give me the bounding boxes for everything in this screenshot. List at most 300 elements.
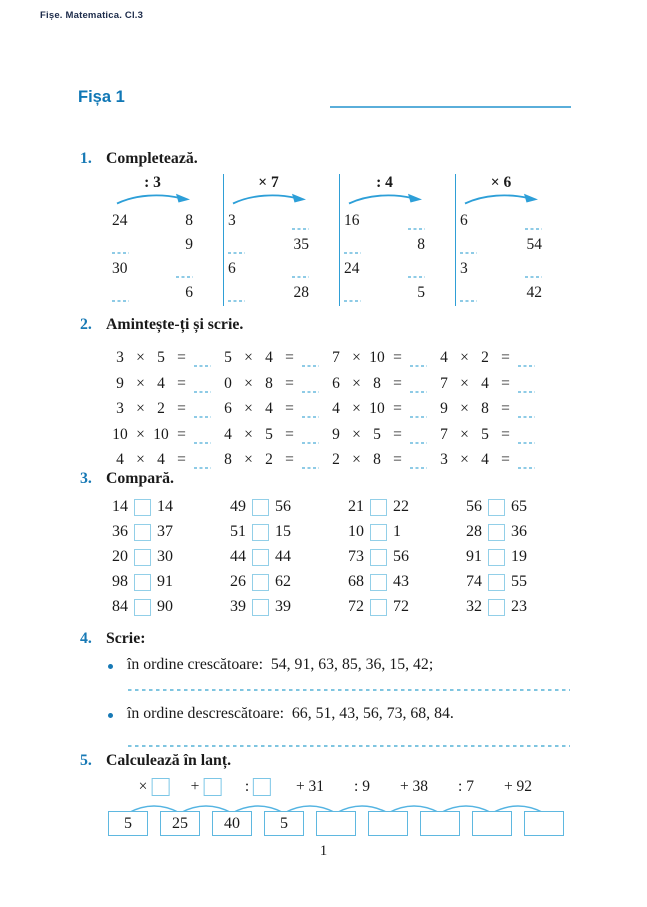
answer-blank <box>302 431 319 444</box>
factor: 3 <box>116 349 124 367</box>
compare-value: 84 <box>112 597 128 615</box>
answer-blank <box>302 456 319 469</box>
operator-box <box>253 778 271 796</box>
operator-step <box>354 778 370 796</box>
chain-box <box>524 811 564 836</box>
compare-box <box>252 574 269 591</box>
compare-value: 51 <box>230 522 246 540</box>
compare-value: 72 <box>393 597 409 615</box>
compare-value: 91 <box>466 547 482 565</box>
answer-blank <box>518 354 535 367</box>
compare-value: 23 <box>511 597 527 615</box>
compare-value: 39 <box>275 597 291 615</box>
compare-value: 21 <box>348 497 364 515</box>
factor: 4 <box>265 349 273 367</box>
compare-value: 20 <box>112 547 128 565</box>
factor: 10 <box>112 425 128 443</box>
compare-value: 98 <box>112 572 128 590</box>
operator-step <box>400 778 428 796</box>
compare-value: 19 <box>511 547 527 565</box>
answer-blank <box>410 380 427 393</box>
answer-blank <box>194 380 211 393</box>
chain-box <box>264 811 304 836</box>
exercise-heading <box>80 470 590 488</box>
answer-blank <box>518 405 535 418</box>
compare-box <box>134 499 151 516</box>
factor: 7 <box>332 349 340 367</box>
compare-value: 36 <box>112 522 128 540</box>
comparison-item <box>226 594 294 619</box>
table-row <box>112 278 193 302</box>
answer-blank <box>460 289 477 302</box>
equals-sign: = <box>501 450 510 468</box>
multiplication-problem <box>326 367 434 392</box>
ex1-column <box>108 174 224 306</box>
page-title: Fișa 1 <box>78 88 125 106</box>
exercise-number: 5. <box>80 752 92 769</box>
factor: 5 <box>373 425 381 443</box>
chain-value: 40 <box>224 814 240 832</box>
comparison-item <box>226 494 294 519</box>
answer-blank <box>112 289 129 302</box>
times-sign: × <box>352 349 361 367</box>
times-sign: × <box>460 400 469 418</box>
compare-value: 90 <box>157 597 173 615</box>
times-sign: × <box>136 374 145 392</box>
cell-value: 8 <box>185 212 193 229</box>
answer-blank <box>410 405 427 418</box>
factor: 5 <box>157 349 165 367</box>
exercise-number: 4. <box>80 630 92 647</box>
cell-value: 8 <box>417 236 425 253</box>
dashed-answer-line <box>128 689 570 691</box>
compare-box <box>252 499 269 516</box>
exercise-heading <box>80 630 590 648</box>
curved-arrow-icon <box>228 192 309 206</box>
times-sign: × <box>244 450 253 468</box>
compare-value: 14 <box>112 497 128 515</box>
operator-step <box>296 778 324 796</box>
bullet-item <box>108 656 590 674</box>
exercise-title: Compară. <box>106 470 175 487</box>
factor: 2 <box>157 400 165 418</box>
cell-value: 28 <box>293 284 309 301</box>
ex3-grid <box>108 494 590 619</box>
times-sign: × <box>460 349 469 367</box>
multiplication-problem <box>110 444 218 469</box>
multiplication-problem <box>326 342 434 367</box>
answer-blank <box>518 431 535 444</box>
answer-blank <box>292 265 309 278</box>
compare-box <box>252 549 269 566</box>
answer-blank <box>194 431 211 444</box>
comparison-item <box>462 569 530 594</box>
answer-blank <box>228 289 245 302</box>
compare-box <box>370 574 387 591</box>
multiplication-problem <box>218 418 326 443</box>
multiplication-problem <box>218 367 326 392</box>
compare-value: 26 <box>230 572 246 590</box>
factor: 3 <box>440 450 448 468</box>
compare-value: 65 <box>511 497 527 515</box>
equals-sign: = <box>501 349 510 367</box>
times-sign: × <box>460 425 469 443</box>
answer-blank <box>408 265 425 278</box>
chain-box <box>316 811 356 836</box>
multiplication-problem <box>434 444 542 469</box>
answer-blank <box>344 289 361 302</box>
multiplication-problem <box>434 418 542 443</box>
factor: 0 <box>224 374 232 392</box>
table-row <box>112 230 193 254</box>
compare-box <box>488 574 505 591</box>
exercise-heading <box>80 150 590 168</box>
comparison-item <box>462 494 530 519</box>
equals-sign: = <box>285 400 294 418</box>
times-sign: × <box>352 374 361 392</box>
comparison-item <box>108 569 176 594</box>
answer-blank <box>194 354 211 367</box>
ex4-body <box>80 656 590 747</box>
operator-step <box>191 778 222 796</box>
operation-label: : 4 <box>376 174 393 191</box>
ex5-operators-row <box>108 776 564 800</box>
exercise-3 <box>80 470 590 619</box>
factor: 4 <box>481 450 489 468</box>
compare-box <box>370 599 387 616</box>
factor: 10 <box>369 400 385 418</box>
factor: 6 <box>332 374 340 392</box>
compare-value: 39 <box>230 597 246 615</box>
ex1-column <box>340 174 456 306</box>
answer-blank <box>460 241 477 254</box>
factor: 2 <box>332 450 340 468</box>
comparison-item <box>108 494 176 519</box>
equals-sign: = <box>177 400 186 418</box>
title-underline <box>330 106 571 108</box>
table-row <box>460 230 542 254</box>
cell-value: 5 <box>417 284 425 301</box>
compare-value: 44 <box>230 547 246 565</box>
exercise-1 <box>80 150 590 306</box>
table-row <box>228 278 309 302</box>
compare-value: 55 <box>511 572 527 590</box>
answer-blank <box>176 265 193 278</box>
operator-label: + 31 <box>295 778 325 795</box>
equals-sign: = <box>285 425 294 443</box>
compare-box <box>134 574 151 591</box>
chain-box <box>420 811 460 836</box>
factor: 4 <box>116 450 124 468</box>
operator-label: × <box>138 778 148 795</box>
curved-arrow-icon <box>460 192 542 206</box>
dashed-answer-line <box>128 745 570 747</box>
answer-blank <box>194 456 211 469</box>
cell-value: 30 <box>112 260 128 277</box>
operation-label: × 6 <box>490 174 512 191</box>
compare-value: 1 <box>393 522 401 540</box>
compare-value: 62 <box>275 572 291 590</box>
times-sign: × <box>460 450 469 468</box>
operation-label: × 7 <box>258 174 279 191</box>
equals-sign: = <box>177 450 186 468</box>
multiplication-problem <box>326 444 434 469</box>
comparison-item <box>226 544 294 569</box>
compare-box <box>134 599 151 616</box>
compare-box <box>134 524 151 541</box>
chain-value: 5 <box>280 814 288 832</box>
factor: 5 <box>481 425 489 443</box>
table-row <box>460 278 542 302</box>
compare-box <box>252 599 269 616</box>
chain-value: 5 <box>124 814 132 832</box>
multiplication-problem <box>110 393 218 418</box>
table-row <box>344 278 425 302</box>
page-number: 1 <box>319 843 328 859</box>
table-row <box>460 254 542 278</box>
factor: 4 <box>440 349 448 367</box>
times-sign: × <box>244 400 253 418</box>
bullet-icon <box>108 664 113 669</box>
multiplication-problem <box>434 367 542 392</box>
exercise-2 <box>80 316 590 469</box>
bullet-text: în ordine descrescătoare: 66, 51, 43, 56, 73, 68, 84. <box>127 705 454 722</box>
compare-value: 49 <box>230 497 246 515</box>
factor: 7 <box>440 374 448 392</box>
times-sign: × <box>136 425 145 443</box>
answer-blank <box>410 354 427 367</box>
factor: 5 <box>224 349 232 367</box>
times-sign: × <box>136 450 145 468</box>
factor: 4 <box>157 450 165 468</box>
comparison-item <box>462 594 530 619</box>
bullet-item <box>108 705 590 723</box>
table-row <box>344 254 425 278</box>
operator-step <box>458 778 474 796</box>
exercise-heading <box>80 316 590 334</box>
equals-sign: = <box>177 425 186 443</box>
factor: 4 <box>224 425 232 443</box>
exercise-number: 2. <box>80 316 92 333</box>
factor: 2 <box>481 349 489 367</box>
operation-label: : 3 <box>144 174 161 191</box>
operator-label: : <box>244 778 250 795</box>
operator-label: + <box>190 778 200 795</box>
answer-blank <box>525 217 542 230</box>
factor: 9 <box>332 425 340 443</box>
factor: 7 <box>440 425 448 443</box>
compare-value: 10 <box>348 522 364 540</box>
cell-value: 35 <box>293 236 309 253</box>
answer-blank <box>518 456 535 469</box>
times-sign: × <box>352 400 361 418</box>
cell-value: 3 <box>228 212 236 229</box>
compare-value: 68 <box>348 572 364 590</box>
times-sign: × <box>244 425 253 443</box>
compare-value: 22 <box>393 497 409 515</box>
factor: 3 <box>116 400 124 418</box>
multiplication-problem <box>218 393 326 418</box>
compare-box <box>488 599 505 616</box>
times-sign: × <box>244 349 253 367</box>
equals-sign: = <box>285 374 294 392</box>
multiplication-problem <box>110 342 218 367</box>
operator-label: + 38 <box>399 778 429 795</box>
compare-value: 30 <box>157 547 173 565</box>
cell-value: 6 <box>460 212 468 229</box>
factor: 4 <box>157 374 165 392</box>
comparison-item <box>226 569 294 594</box>
answer-blank <box>344 241 361 254</box>
multiplication-problem <box>110 367 218 392</box>
compare-box <box>370 524 387 541</box>
exercise-title: Amintește-ți și scrie. <box>106 316 244 333</box>
compare-value: 56 <box>466 497 482 515</box>
answer-blank <box>194 405 211 418</box>
equals-sign: = <box>393 450 402 468</box>
comparison-item <box>226 519 294 544</box>
cell-value: 3 <box>460 260 468 277</box>
factor: 8 <box>373 450 381 468</box>
compare-value: 73 <box>348 547 364 565</box>
table-row <box>344 206 425 230</box>
factor: 8 <box>481 400 489 418</box>
table-row <box>460 206 542 230</box>
multiplication-problem <box>326 393 434 418</box>
exercise-title: Completează. <box>106 150 198 167</box>
comparison-item <box>344 544 412 569</box>
multiplication-problem <box>218 444 326 469</box>
factor: 10 <box>153 425 169 443</box>
answer-blank <box>410 456 427 469</box>
factor: 6 <box>224 400 232 418</box>
equals-sign: = <box>285 349 294 367</box>
comparison-item <box>344 569 412 594</box>
exercise-title: Scrie: <box>106 630 146 647</box>
comparison-item <box>108 519 176 544</box>
comparison-item <box>108 594 176 619</box>
factor: 8 <box>224 450 232 468</box>
ex1-table <box>108 174 590 306</box>
table-row <box>112 206 193 230</box>
factor: 9 <box>440 400 448 418</box>
factor: 10 <box>369 349 385 367</box>
factor: 4 <box>332 400 340 418</box>
table-row <box>228 230 309 254</box>
comparison-item <box>344 494 412 519</box>
cell-value: 24 <box>112 212 128 229</box>
compare-value: 91 <box>157 572 173 590</box>
table-row <box>228 254 309 278</box>
exercise-number: 3. <box>80 470 92 487</box>
factor: 2 <box>265 450 273 468</box>
multiplication-problem <box>110 418 218 443</box>
cell-value: 6 <box>228 260 236 277</box>
times-sign: × <box>136 349 145 367</box>
exercise-heading <box>80 752 590 770</box>
multiplication-problem <box>326 418 434 443</box>
equals-sign: = <box>501 425 510 443</box>
ex1-column <box>224 174 340 306</box>
operator-box <box>151 778 169 796</box>
cell-value: 6 <box>185 284 193 301</box>
equals-sign: = <box>177 349 186 367</box>
times-sign: × <box>460 374 469 392</box>
cell-value: 42 <box>526 284 542 301</box>
table-row <box>228 206 309 230</box>
bullet-text: în ordine crescătoare: 54, 91, 63, 85, 36, 15, 42; <box>127 656 434 673</box>
operator-label: + 92 <box>503 778 533 795</box>
multiplication-problem <box>434 342 542 367</box>
bullet-icon <box>108 713 113 718</box>
comparison-item <box>462 544 530 569</box>
compare-box <box>134 549 151 566</box>
times-sign: × <box>136 400 145 418</box>
times-sign: × <box>244 374 253 392</box>
operator-label: : 9 <box>354 778 370 795</box>
operator-step <box>245 778 271 796</box>
equals-sign: = <box>501 400 510 418</box>
compare-box <box>370 499 387 516</box>
ex2-grid <box>110 342 590 469</box>
chain-box <box>160 811 200 836</box>
equals-sign: = <box>285 450 294 468</box>
equals-sign: = <box>393 349 402 367</box>
equals-sign: = <box>501 374 510 392</box>
answer-blank <box>292 217 309 230</box>
factor: 8 <box>265 374 273 392</box>
exercise-title: Calculează în lanț. <box>106 752 232 769</box>
times-sign: × <box>352 450 361 468</box>
chain-box <box>368 811 408 836</box>
multiplication-problem <box>218 342 326 367</box>
cell-value: 16 <box>344 212 360 229</box>
comparison-item <box>344 594 412 619</box>
comparison-item <box>462 519 530 544</box>
factor: 9 <box>116 374 124 392</box>
exercise-number: 1. <box>80 150 92 167</box>
table-row <box>344 230 425 254</box>
multiplication-problem <box>434 393 542 418</box>
exercise-5 <box>80 752 590 836</box>
answer-blank <box>228 241 245 254</box>
chain-box <box>212 811 252 836</box>
compare-value: 74 <box>466 572 482 590</box>
factor: 8 <box>373 374 381 392</box>
compare-box <box>488 499 505 516</box>
factor: 4 <box>481 374 489 392</box>
equals-sign: = <box>393 374 402 392</box>
compare-value: 28 <box>466 522 482 540</box>
table-row <box>112 254 193 278</box>
compare-value: 56 <box>393 547 409 565</box>
compare-value: 56 <box>275 497 291 515</box>
answer-blank <box>302 405 319 418</box>
compare-value: 37 <box>157 522 173 540</box>
compare-value: 14 <box>157 497 173 515</box>
operator-step <box>139 778 170 796</box>
times-sign: × <box>352 425 361 443</box>
compare-value: 32 <box>466 597 482 615</box>
answer-blank <box>525 265 542 278</box>
compare-value: 72 <box>348 597 364 615</box>
comparison-item <box>108 544 176 569</box>
exercise-4 <box>80 630 590 747</box>
compare-box <box>370 549 387 566</box>
comparison-item <box>344 519 412 544</box>
equals-sign: = <box>177 374 186 392</box>
cell-value: 54 <box>526 236 542 253</box>
